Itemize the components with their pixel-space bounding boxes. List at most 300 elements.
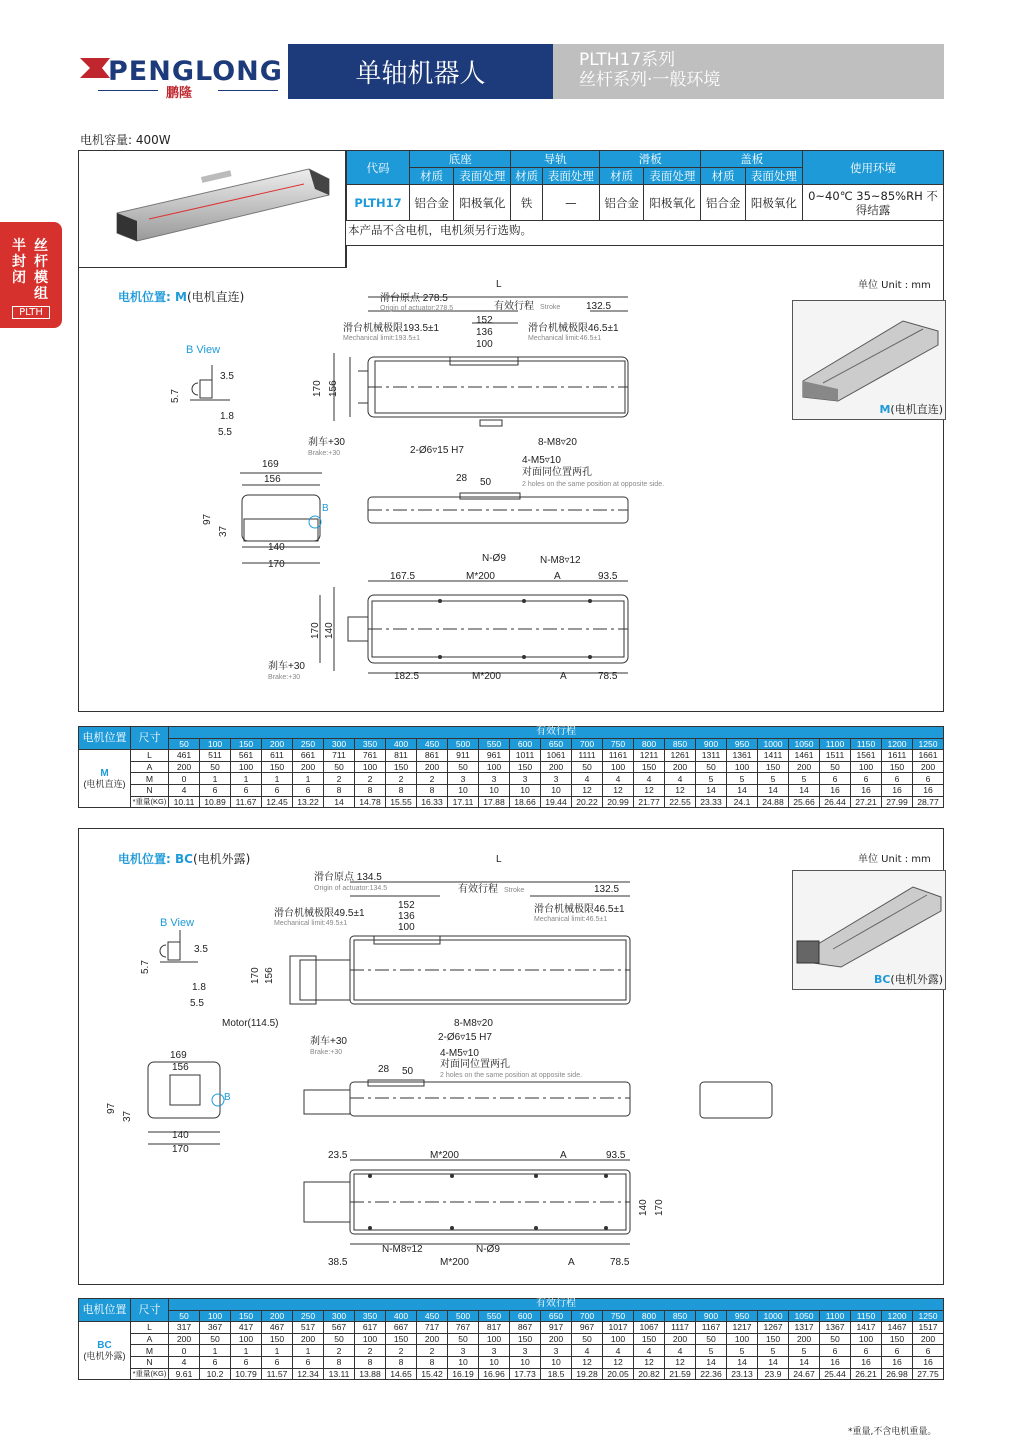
table-cell: 811 xyxy=(386,750,417,762)
row-key: N xyxy=(131,1356,169,1368)
dim-brake-en: Brake:+30 xyxy=(310,1049,343,1056)
table-cell: 5 xyxy=(758,773,789,785)
stroke-header: 650 xyxy=(541,1310,572,1322)
spec-cell: 阳极氧化 xyxy=(454,185,511,221)
dim-origin-en: Origin of actuator:278.5 xyxy=(380,305,454,312)
table-cell: 14 xyxy=(696,1356,727,1368)
table-cell: 20.82 xyxy=(634,1368,665,1380)
row-key: L xyxy=(131,1322,169,1334)
row-key: A xyxy=(131,761,169,773)
stroke-header: 1050 xyxy=(789,1310,820,1322)
dim-156b: 156 xyxy=(172,1062,189,1073)
table-cell: 14 xyxy=(758,1356,789,1368)
table-cell: 461 xyxy=(169,750,200,762)
table-cell: 8 xyxy=(324,784,355,796)
row-key: N xyxy=(131,784,169,796)
dim-170b: 170 xyxy=(268,559,285,570)
stroke-header: 1200 xyxy=(882,1310,913,1322)
table-cell: 1511 xyxy=(820,750,851,762)
table-cell: 16 xyxy=(913,1356,944,1368)
spec-note: 本产品不含电机，电机须另行选购。 xyxy=(348,223,532,237)
table-cell: 417 xyxy=(231,1322,262,1334)
spec-sub: 表面处理 xyxy=(745,168,802,185)
table-cell: 17.73 xyxy=(510,1368,541,1380)
table-cell: 10.11 xyxy=(169,796,200,808)
th-pos: 电机位置 xyxy=(79,1299,131,1322)
stroke-header: 450 xyxy=(417,1310,448,1322)
dim-hole3-cn: 对面同位置两孔 xyxy=(522,467,592,478)
iso-actuator-image xyxy=(793,301,943,401)
stroke-header: 600 xyxy=(510,738,541,750)
table-cell: 1211 xyxy=(634,750,665,762)
spec-h-slider: 滑板 xyxy=(600,151,701,168)
table-cell: 967 xyxy=(572,1322,603,1334)
table-cell: 6 xyxy=(262,784,293,796)
dim-Ab: A xyxy=(560,671,567,682)
table-cell: 6 xyxy=(851,773,882,785)
table-cell: 25.66 xyxy=(789,796,820,808)
table-cell: 11.57 xyxy=(262,1368,293,1380)
table-cell: 2 xyxy=(355,773,386,785)
product-image-box xyxy=(78,150,346,268)
logo-text: PENGLONG xyxy=(108,56,283,87)
table-cell: 1017 xyxy=(603,1322,634,1334)
table-cell: 14.78 xyxy=(355,796,386,808)
dim-mech-r-en: Mechanical limit:46.5±1 xyxy=(534,916,608,923)
table-row xyxy=(79,773,944,785)
table-cell: 961 xyxy=(479,750,510,762)
table-cell: 50 xyxy=(820,1333,851,1345)
dim-37: 37 xyxy=(122,1110,133,1122)
table-cell: 50 xyxy=(572,1333,603,1345)
table-cell: 1461 xyxy=(789,750,820,762)
table-cell: 3 xyxy=(541,773,572,785)
table-cell: 4 xyxy=(572,773,603,785)
motor-position-cell xyxy=(79,1322,131,1380)
table-cell: 1561 xyxy=(851,750,882,762)
label-suffix: (电机直连) xyxy=(186,290,245,304)
dim-170c: 170 xyxy=(310,622,321,639)
table-cell: 10 xyxy=(448,784,479,796)
dim-1325: 132.5 xyxy=(586,301,612,312)
table-cell: 200 xyxy=(417,761,448,773)
table-cell: 5 xyxy=(696,1345,727,1357)
product-image xyxy=(79,151,345,267)
table-cell: 12.34 xyxy=(293,1368,324,1380)
table-cell: 150 xyxy=(882,761,913,773)
iso-caption-code: M xyxy=(879,403,891,416)
table-cell: 14.65 xyxy=(386,1368,417,1380)
table-cell: 12 xyxy=(634,1356,665,1368)
dim-motor: Motor(114.5) xyxy=(222,1018,279,1029)
table-cell: 3 xyxy=(510,773,541,785)
table-cell: 817 xyxy=(479,1322,510,1334)
table-cell: 711 xyxy=(324,750,355,762)
table-cell: 6 xyxy=(913,1345,944,1357)
dim-stroke: 有效行程 xyxy=(494,301,534,312)
table-cell: 150 xyxy=(882,1333,913,1345)
logo-cn: 鹏隆 xyxy=(166,86,193,101)
table-cell: 200 xyxy=(789,761,820,773)
table-cell: 317 xyxy=(169,1322,200,1334)
table-cell: 0 xyxy=(169,773,200,785)
dim-hole3: 4-M5▿10 xyxy=(522,455,561,466)
row-key: M xyxy=(131,1345,169,1357)
table-cell: 917 xyxy=(541,1322,572,1334)
table-cell: 6 xyxy=(262,1356,293,1368)
table-cell: 1417 xyxy=(851,1322,882,1334)
table-cell: 200 xyxy=(665,761,696,773)
spec-cell: — xyxy=(542,185,599,221)
dim-140c: 140 xyxy=(324,622,335,639)
spec-sub: 表面处理 xyxy=(454,168,511,185)
dim-55: 5.5 xyxy=(190,998,204,1009)
table-cell: 367 xyxy=(200,1322,231,1334)
table-cell: 26.44 xyxy=(820,796,851,808)
table-cell: 15.42 xyxy=(417,1368,448,1380)
side-tab-line1: 丝杆模组 xyxy=(34,238,48,302)
table-cell: 150 xyxy=(386,1333,417,1345)
table-cell: 50 xyxy=(324,761,355,773)
table-cell: 10 xyxy=(510,784,541,796)
table-cell: 1011 xyxy=(510,750,541,762)
iso-caption: (电机外露) xyxy=(890,973,943,986)
iso-caption: (电机直连) xyxy=(890,403,943,416)
th-size: 尺寸 xyxy=(131,1299,169,1322)
table-cell: 1261 xyxy=(665,750,696,762)
table-cell: 861 xyxy=(417,750,448,762)
logo-cn-row xyxy=(98,82,278,101)
table-cell: 100 xyxy=(727,1333,758,1345)
dim-m200b: M*200 xyxy=(440,1257,469,1268)
stroke-header: 250 xyxy=(293,738,324,750)
table-cell: 50 xyxy=(820,761,851,773)
table-cell: 8 xyxy=(386,1356,417,1368)
table-cell: 50 xyxy=(448,1333,479,1345)
table-m xyxy=(78,726,944,808)
table-cell: 6 xyxy=(851,1345,882,1357)
stroke-header: 650 xyxy=(541,738,572,750)
stroke-header: 700 xyxy=(572,1310,603,1322)
spec-sub: 表面处理 xyxy=(542,168,599,185)
dim-785: 78.5 xyxy=(598,671,618,682)
spec-h-cover: 盖板 xyxy=(701,151,803,168)
th-pos: 电机位置 xyxy=(79,727,131,750)
table-cell: 1317 xyxy=(789,1322,820,1334)
table-cell: 10 xyxy=(479,1356,510,1368)
table-cell: 6 xyxy=(913,773,944,785)
stroke-header: 50 xyxy=(169,1310,200,1322)
stroke-header: 150 xyxy=(231,1310,262,1322)
table-cell: 200 xyxy=(913,761,944,773)
dim-170b: 170 xyxy=(172,1144,189,1155)
table-cell: 3 xyxy=(479,1345,510,1357)
table-cell: 567 xyxy=(324,1322,355,1334)
table-cell: 150 xyxy=(634,761,665,773)
dim-nm8: N-M8▿12 xyxy=(382,1244,423,1255)
dim-brake: 刹车+30 xyxy=(310,1036,347,1047)
table-cell: 14 xyxy=(324,796,355,808)
table-cell: 17.88 xyxy=(479,796,510,808)
series-name: PLTH17系列 xyxy=(579,50,676,70)
table-cell: 517 xyxy=(293,1322,324,1334)
dim-mech-l-en: Mechanical limit:193.5±1 xyxy=(343,335,420,342)
table-row xyxy=(79,1368,944,1380)
dim-385: 38.5 xyxy=(328,1257,348,1268)
table-cell: 23.13 xyxy=(727,1368,758,1380)
row-key: *重量(KG) xyxy=(131,796,169,808)
dim-origin-en: Origin of actuator:134.5 xyxy=(314,885,388,892)
table-cell: 16.33 xyxy=(417,796,448,808)
table-cell: 1361 xyxy=(727,750,758,762)
table-cell: 511 xyxy=(200,750,231,762)
table-row xyxy=(79,1356,944,1368)
dim-785: 78.5 xyxy=(610,1257,630,1268)
spec-h-env: 使用环境 xyxy=(803,151,944,185)
dim-55: 5.5 xyxy=(218,427,232,438)
table-cell: 2 xyxy=(417,773,448,785)
table-cell: 5 xyxy=(727,1345,758,1357)
stroke-header: 300 xyxy=(324,1310,355,1322)
stroke-header: 1100 xyxy=(820,738,851,750)
table-cell: 15.55 xyxy=(386,796,417,808)
table-cell: 6 xyxy=(231,784,262,796)
dim-brake-en: Brake:+30 xyxy=(308,450,341,457)
table-cell: 3 xyxy=(448,1345,479,1357)
label-prefix: 电机位置: xyxy=(118,290,175,304)
table-cell: 2 xyxy=(386,773,417,785)
b-view-label: B View xyxy=(186,344,221,356)
spec-sub: 材质 xyxy=(701,168,745,185)
dim-152: 152 xyxy=(398,900,415,911)
table-cell: 6 xyxy=(231,1356,262,1368)
table-cell: 1067 xyxy=(634,1322,665,1334)
b-view-label: B View xyxy=(160,917,195,929)
dim-hole3-en: 2 holes on the same position at opposite side. xyxy=(440,1072,583,1079)
stroke-header: 100 xyxy=(200,738,231,750)
iso-actuator-image xyxy=(793,871,943,971)
unit-label: 单位 Unit : mm xyxy=(858,854,931,865)
stroke-header: 500 xyxy=(448,738,479,750)
table-cell: 1 xyxy=(231,1345,262,1357)
dim-hole3-cn: 对面同位置两孔 xyxy=(440,1059,510,1070)
table-cell: 14 xyxy=(727,784,758,796)
stroke-header: 850 xyxy=(665,738,696,750)
stroke-header: 750 xyxy=(603,738,634,750)
side-tab-line2: 半封闭 xyxy=(12,238,26,286)
table-cell: 611 xyxy=(262,750,293,762)
table-cell: 1167 xyxy=(696,1322,727,1334)
dim-50: 50 xyxy=(402,1066,414,1077)
stroke-header: 1200 xyxy=(882,738,913,750)
dim-Ab: A xyxy=(568,1257,575,1268)
table-cell: 14 xyxy=(789,784,820,796)
dim-mech-r: 滑台机械极限46.5±1 xyxy=(528,323,619,334)
dim-hole1: 2-Ø6▿15 H7 xyxy=(410,445,464,456)
stroke-header: 350 xyxy=(355,1310,386,1322)
dim-nm8: N-M8▿12 xyxy=(540,555,581,566)
table-cell: 13.11 xyxy=(324,1368,355,1380)
table-cell: 1311 xyxy=(696,750,727,762)
table-cell: 12 xyxy=(665,1356,696,1368)
table-cell: 1467 xyxy=(882,1322,913,1334)
dim-brake: 刹车+30 xyxy=(308,437,345,448)
stroke-header: 50 xyxy=(169,738,200,750)
table-cell: 13.88 xyxy=(355,1368,386,1380)
spec-sub: 材质 xyxy=(410,168,454,185)
label-code: M xyxy=(174,290,187,304)
table-cell: 1267 xyxy=(758,1322,789,1334)
table-cell: 2 xyxy=(417,1345,448,1357)
dim-935: 93.5 xyxy=(606,1150,626,1161)
stroke-header: 350 xyxy=(355,738,386,750)
stroke-header: 200 xyxy=(262,1310,293,1322)
table-cell: 100 xyxy=(479,1333,510,1345)
b-marker: B xyxy=(322,503,329,514)
table-cell: 150 xyxy=(262,1333,293,1345)
table-cell: 1411 xyxy=(758,750,789,762)
spec-code: PLTH17 xyxy=(347,185,410,221)
table-cell: 717 xyxy=(417,1322,448,1334)
dim-m200b: M*200 xyxy=(472,671,501,682)
table-cell: 16 xyxy=(851,1356,882,1368)
table-cell: 4 xyxy=(665,773,696,785)
row-key: A xyxy=(131,1333,169,1345)
table-cell: 20.22 xyxy=(572,796,603,808)
table-cell: 4 xyxy=(572,1345,603,1357)
table-cell: 3 xyxy=(510,1345,541,1357)
table-cell: 667 xyxy=(386,1322,417,1334)
table-cell: 1 xyxy=(262,773,293,785)
table-cell: 9.61 xyxy=(169,1368,200,1380)
table-row xyxy=(79,1345,944,1357)
spec-env: 0~40℃ 35~85%RH 不得结露 xyxy=(803,185,944,221)
spec-cell: 铁 xyxy=(511,185,542,221)
dim-140: 140 xyxy=(172,1130,189,1141)
table-cell: 25.44 xyxy=(820,1368,851,1380)
dim-A: A xyxy=(560,1150,567,1161)
iso-view-bc xyxy=(792,870,946,990)
spec-cell: 阳极氧化 xyxy=(644,185,701,221)
spec-h-code: 代码 xyxy=(347,151,410,185)
table-cell: 20.99 xyxy=(603,796,634,808)
dim-stroke: 有效行程 xyxy=(458,884,498,895)
stroke-header: 950 xyxy=(727,738,758,750)
table-row xyxy=(79,784,944,796)
table-cell: 26.21 xyxy=(851,1368,882,1380)
stroke-header: 400 xyxy=(386,738,417,750)
table-cell: 1 xyxy=(293,1345,324,1357)
table-cell: 200 xyxy=(169,761,200,773)
table-cell: 200 xyxy=(665,1333,696,1345)
table-cell: 12 xyxy=(572,1356,603,1368)
table-cell: 8 xyxy=(355,784,386,796)
motor-position-code: BC xyxy=(97,1339,112,1351)
table-cell: 100 xyxy=(355,1333,386,1345)
table-row xyxy=(79,1322,944,1334)
spec-cell: 阳极氧化 xyxy=(745,185,802,221)
drawing-m xyxy=(150,275,800,705)
dim-1675: 167.5 xyxy=(390,571,416,582)
table-cell: 11.67 xyxy=(231,796,262,808)
table-cell: 5 xyxy=(696,773,727,785)
stroke-header: 1150 xyxy=(851,1310,882,1322)
table-cell: 2 xyxy=(324,773,355,785)
dim-hole2: 8-M8▿20 xyxy=(538,437,577,448)
divider xyxy=(346,245,944,246)
table-cell: 6 xyxy=(293,1356,324,1368)
side-tab-code: PLTH xyxy=(12,306,50,319)
dim-169: 169 xyxy=(170,1050,187,1061)
stroke-header: 850 xyxy=(665,1310,696,1322)
table-cell: 2 xyxy=(324,1345,355,1357)
table-cell: 100 xyxy=(231,1333,262,1345)
dim-100: 100 xyxy=(398,922,415,933)
table-cell: 5 xyxy=(758,1345,789,1357)
table-cell: 10 xyxy=(510,1356,541,1368)
table-cell: 10.89 xyxy=(200,796,231,808)
table-cell: 8 xyxy=(386,784,417,796)
table-cell: 14 xyxy=(727,1356,758,1368)
table-cell: 14 xyxy=(789,1356,820,1368)
table-cell: 6 xyxy=(200,784,231,796)
stroke-header: 300 xyxy=(324,738,355,750)
table-cell: 24.67 xyxy=(789,1368,820,1380)
table-cell: 4 xyxy=(665,1345,696,1357)
dim-35: 3.5 xyxy=(194,944,208,955)
table-cell: 4 xyxy=(169,1356,200,1368)
dim-hole1: 2-Ø6▿15 H7 xyxy=(438,1032,492,1043)
dim-57: 5.7 xyxy=(140,960,151,974)
table-cell: 150 xyxy=(758,761,789,773)
table-cell: 767 xyxy=(448,1322,479,1334)
dim-156b: 156 xyxy=(264,474,281,485)
dim-mech-l-en: Mechanical limit:49.5±1 xyxy=(274,920,348,927)
dim-136: 136 xyxy=(476,327,493,338)
table-cell: 10.79 xyxy=(231,1368,262,1380)
table-cell: 4 xyxy=(603,1345,634,1357)
table-cell: 5 xyxy=(789,1345,820,1357)
dim-18: 1.8 xyxy=(220,411,234,422)
table-cell: 3 xyxy=(448,773,479,785)
dim-97: 97 xyxy=(106,1102,117,1114)
spec-cell: 铝合金 xyxy=(410,185,454,221)
table-cell: 200 xyxy=(417,1333,448,1345)
table-cell: 12 xyxy=(572,784,603,796)
table-cell: 200 xyxy=(541,1333,572,1345)
stroke-header: 400 xyxy=(386,1310,417,1322)
iso-caption-code: BC xyxy=(873,973,891,986)
dim-n9: N-Ø9 xyxy=(476,1244,500,1255)
table-cell: 12.45 xyxy=(262,796,293,808)
table-row xyxy=(79,761,944,773)
table-cell: 10 xyxy=(479,784,510,796)
spec-h-base: 底座 xyxy=(410,151,511,168)
table-cell: 150 xyxy=(758,1333,789,1345)
table-cell: 8 xyxy=(355,1356,386,1368)
table-cell: 26.98 xyxy=(882,1368,913,1380)
table-cell: 100 xyxy=(727,761,758,773)
table-cell: 16 xyxy=(820,1356,851,1368)
dim-169: 169 xyxy=(262,459,279,470)
table-cell: 14 xyxy=(758,784,789,796)
table-cell: 24.1 xyxy=(727,796,758,808)
table-cell: 16 xyxy=(820,784,851,796)
table-cell: 18.5 xyxy=(541,1368,572,1380)
table-cell: 2 xyxy=(386,1345,417,1357)
footnote: *重量,不含电机重量。 xyxy=(848,1427,937,1437)
table-cell: 200 xyxy=(913,1333,944,1345)
